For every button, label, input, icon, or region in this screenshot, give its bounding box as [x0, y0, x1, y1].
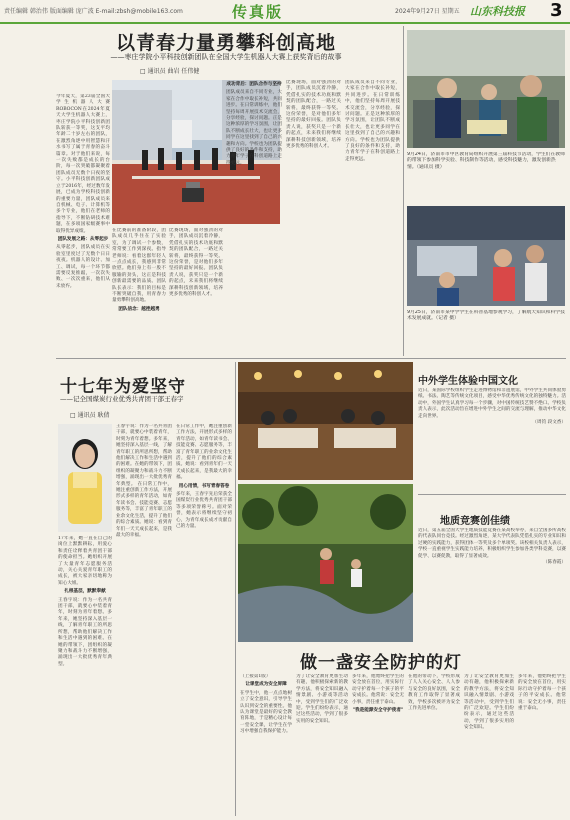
- article2-col2: [116, 424, 172, 814]
- article3-col5: [464, 674, 514, 816]
- newspaper-logo: 山东科技报: [470, 5, 525, 18]
- article2-body-col4: 多年来，王春宇先后荣获全国煤炭行业优秀共青团干部等多项荣誉称号。面对荣誉，她表示将继续坚守初心，为青年成长成才贡献自己的力量。: [176, 492, 232, 530]
- article3-body-col6: 多年来，他始终把学生的安全放在首位，用实际行动守护着每一个孩子的平安成长。他常说：安全无小事，责任重于泰山。: [518, 674, 566, 712]
- article1-subtitle: ——枣庄学院小平科技创新团队在全国大学生机器人大赛上获奖背后的故事: [110, 53, 342, 61]
- article2-body-col1b: 王春宇说：作为一名共青团干部，就要心中装着青年，时刻为青年着想。多年来，她坚持深入基层一线，了解青年职工的所思所想，帮助他们解决工作和生活中遇到的困难。在她的带领下，团组织的凝聚力和战斗力不断增强，涌现出一大批优秀青年典型。: [58, 597, 112, 667]
- divider: [56, 358, 566, 359]
- article1-section-head-3: 成功背后：团队合作与坚持: [226, 82, 282, 87]
- article1-col5: [286, 80, 341, 340]
- photo1-students: [407, 30, 565, 148]
- article3-col1: [240, 674, 292, 816]
- article1-body-col6: 团队成员来自不同专业，大家在合作中取长补短，共同进步。在日常训练中，他们坚持每周开展技术交流会，分享经验，探讨问题。正是这种浓厚的学习氛围，让团队不断成长壮大，也让更多同学在这里找到了自己的兴趣和方向。学校也为团队提供了良好的条件和支持，助力青年学子在科创道路上走得更远。: [345, 80, 400, 162]
- article3-body-col3: 多年来，他始终把学生的安全放在首位，用实际行动守护着每一个孩子的平安成长。他常说：安全无小事，责任重于泰山。: [352, 674, 404, 705]
- article2-section-head-2: 用心用情，书写青春答卷: [178, 483, 230, 489]
- divider: [403, 26, 404, 356]
- article2-body-col2: 王春宇说：作为一名共青团干部，就要心中装着青年，时刻为青年着想。多年来，她坚持深入基层一线，了解青年职工的所思所想，帮助他们解决工作和生活中遇到的困难。在她的带领下，团组织的凝聚力和战斗力不断增强，涌现出一大批优秀青年典型。: [116, 424, 172, 487]
- article1-section-head-2: 团队信念：越挫越勇: [118, 306, 160, 312]
- article3-title: 做一盏安全防护的灯: [300, 653, 462, 673]
- article2-col1: [58, 536, 112, 814]
- article1-body-col2: 在比赛前的准备阶段，团队成员几乎住在了实验室，为了调试一个参数，常常要工作到深夜。指导老师说：看着这群年轻人一点点成长，我感到非常欣慰。他们身上有一股不服输的劲头，这正是科技创新最需要的品质。团队队长表示：我们的目标是不断突破自我，用青春力量勇攀科创高地。: [112, 228, 166, 304]
- article3-body-col2: 为了让安全教育更加生动有趣，他积极探索新的教学方法，将安全知识融入情景剧、小游戏等活动中，受到学生们的广泛欢迎。学生们纷纷表示，通过这些活动，学到了很多实用的安全知识。: [296, 674, 348, 724]
- article2-title: 十七年为爱坚守: [60, 377, 186, 397]
- article1-title: 以青春力量勇攀科创高地: [115, 32, 336, 54]
- article3-col4: [408, 674, 460, 816]
- article1-col6: [345, 80, 400, 340]
- article1-body-col5: 比赛现场，面对强劲的对手，团队成员沉着冷静，凭借扎实的技术功底和默契的团队配合，一路过关斩将，最终获得一等奖。这份荣誉，是对他们多年坚持的最好回报。团队负责人说，获奖只是一个新的起点，未来我们将继续深耕科技创新领域，培养更多优秀的科创人才。: [286, 80, 341, 150]
- article2-portrait: [58, 424, 112, 532]
- article1-section-head-1: 团队发展之路：从零起步: [57, 236, 109, 242]
- divider: [418, 494, 566, 495]
- sidebar1-text: 近日，某国际学校组织学生走进博物馆和非遗展馆，中外学生共同体验剪纸、书法、陶艺等传统文化项目，感受中华优秀传统文化的独特魅力。活动中，外国学生认真学习每一个步骤，对中国传统技艺赞不绝口。学校负责人表示，此次活动旨在增进中外学生之间的交流与理解，推动中华文化走向世界。: [418, 388, 566, 419]
- divider: [235, 362, 236, 816]
- article2-body-col1: 17年来，她一直在自己的岗位上默默耕耘，用爱心和责任诠释着共青团干部的使命担当。她组织开展了大量青年志愿服务活动，关心关爱青年职工的成长，被大家亲切地称为知心大姐。: [58, 536, 112, 586]
- article1-body-col3: 比赛现场，面对强劲的对手，团队成员沉着冷静，凭借扎实的技术功底和默契的团队配合，一路过关斩将，最终获得一等奖。这份荣誉，是对他们多年坚持的最好回报。团队负责人说，获奖只是一个新的起点，未来我们将继续深耕科技创新领域，培养更多优秀的科创人才。: [169, 228, 223, 298]
- page-number: 3: [550, 0, 563, 21]
- article2-byline: □ 通讯员 耿倩: [70, 412, 110, 419]
- sidebar1-byline: （周钧 段文香）: [532, 420, 566, 426]
- article2-body-col3b: 在日常工作中，她注重创新工作方法，开展形式多样的青年活动，如青年读书会、技能竞赛、志愿服务等，丰富了青年职工的业余文化生活，提升了他们的综合素质。她说：看到青年们一天天成长起来，是我最大的幸福。: [176, 424, 232, 481]
- sidebar2-body: [418, 528, 566, 640]
- sidebar2-byline: （陈春霞）: [543, 560, 566, 566]
- article2-section-head-1: 扎根基层，默默奉献: [64, 589, 106, 595]
- article3-body-col1: 在学生中，他一点点地树立了安全意识，引导学生认识到安全的重要性。他认为课堂是最好的安全教育阵地，于是精心设计每一堂安全课，让学生在学习中增强自我保护能力。: [240, 690, 292, 735]
- sidebar1-body: [418, 388, 566, 492]
- article1-body-col4: 团队成员来自不同专业，大家在合作中取长补短，共同进步。在日常训练中，他们坚持每周开展技术交流会，分享经验，探讨问题。正是这种浓厚的学习氛围，让团队不断成长壮大，也让更多同学在这里找到了自己的兴趣和方向。学校也为团队提供了良好的条件和支持，助力青年学子在科创道路上走得更远。: [226, 90, 282, 166]
- header-date: 2024年9月27日 星期五: [395, 8, 460, 15]
- sidebar1-title: 中外学生体验中国文化: [418, 376, 518, 387]
- article3-col3: [352, 674, 404, 816]
- article3-col2: [296, 674, 348, 816]
- photo2-caption: 9月25日，济南市某中学学生在科普基地参观学习，了解航天知识和科学技术发展成就。（记者 摄）: [407, 310, 565, 322]
- article3-section-head-2: "我是能源安全守护使者": [352, 708, 404, 714]
- article2-body-col3: 在日常工作中，她注重创新工作方法，开展形式多样的青年活动，如青年读书会、技能竞赛、志愿服务等，丰富了青年职工的业余文化生活，提升了他们的综合素质。她说：看到青年们一天天成长起来，是我最大的幸福。: [116, 481, 172, 538]
- photo1-caption: 9月24日，济南市市中区教育局组织开展第三届科技节活动，学生们在教师的带领下参加科学实验、科技制作等活动，感受科技魅力，激发创新热情。（通讯员 摄）: [407, 152, 565, 170]
- article2-col3: [176, 424, 232, 814]
- sidebar2-title: 地质竞赛创佳绩: [440, 516, 510, 527]
- photo3-restaurant: [238, 362, 413, 480]
- sidebar2-text: 近日，第五届全国大学生地质技能竞赛在某高校举办，来自全国多所高校的代表队同台竞技。经过激烈角逐，某大学代表队凭借扎实的专业知识和过硬的实践能力，获得团体一等奖及多个单项奖。该校相关负责人表示，学校一直重视学生实践能力培养，积极组织学生参加各类学科竞赛，以赛促学、以赛促教，取得了显著成效。: [418, 528, 566, 559]
- article1-body-col1b: 从零起步，团队成员在实验室里度过了无数个日日夜夜。机器人的设计、加工、调试，每一个环节都需要反复推敲，一次次失败、一次次重来，他们从未放弃。: [56, 245, 110, 289]
- article3-kicker: （上接第1版）: [240, 674, 271, 679]
- article3-section-head-1: 让课堂成为安全屏障: [245, 682, 287, 688]
- article2-subtitle: ——记全国煤炭行业优秀共青团干部王春宇: [60, 395, 184, 403]
- article1-byline: □ 通讯员 曲岩 任伟健: [140, 68, 200, 75]
- article3-col6: [518, 674, 566, 816]
- article3-body-col5: 为了让安全教育更加生动有趣，他积极探索新的教学方法，将安全知识融入情景剧、小游戏等活动中，受到学生们的广泛欢迎。学生们纷纷表示，通过这些活动，学到了很多实用的安全知识。: [464, 674, 514, 731]
- article3-body-col4: 在他的带动下，学校形成了人人关心安全、人人参与安全的良好氛围，安全教育工作取得了显著成效，学校多次被评为安全工作先进单位。: [408, 674, 460, 712]
- header-info: 责任编辑 韩治伟 版面编辑 庞广波 E-mail:zbsh@mobile163.com: [4, 8, 183, 15]
- section-title: 传真版: [232, 3, 284, 21]
- photo2-exhibition: [407, 206, 565, 306]
- article1-body-col1: 今年夏天，第23届全国大学生机器人大赛ROBOCON在2024年夏天大学生机器人大赛上，枣庄学院小平科技创新团队斩获一等奖，这支平均年龄二十岁左右的团队，在激烈角逐中用智慧和汗水书写了属于青春的奋斗篇章。对于他们来说，每一次失败都是成长的台阶，每一次突破都凝聚着团队成员无数个日夜的坚守。小平科技创新团队成立于2016年，经过数年发展，已成为学校科技创新的重要力量，团队成员来自机械、电子、计算机等多个专业，他们在老师的指导下，不断钻研技术难题，在多项国家级赛事中取得优异成绩。: [56, 94, 110, 234]
- page-header: [0, 0, 570, 24]
- photo4-stream: [238, 484, 413, 642]
